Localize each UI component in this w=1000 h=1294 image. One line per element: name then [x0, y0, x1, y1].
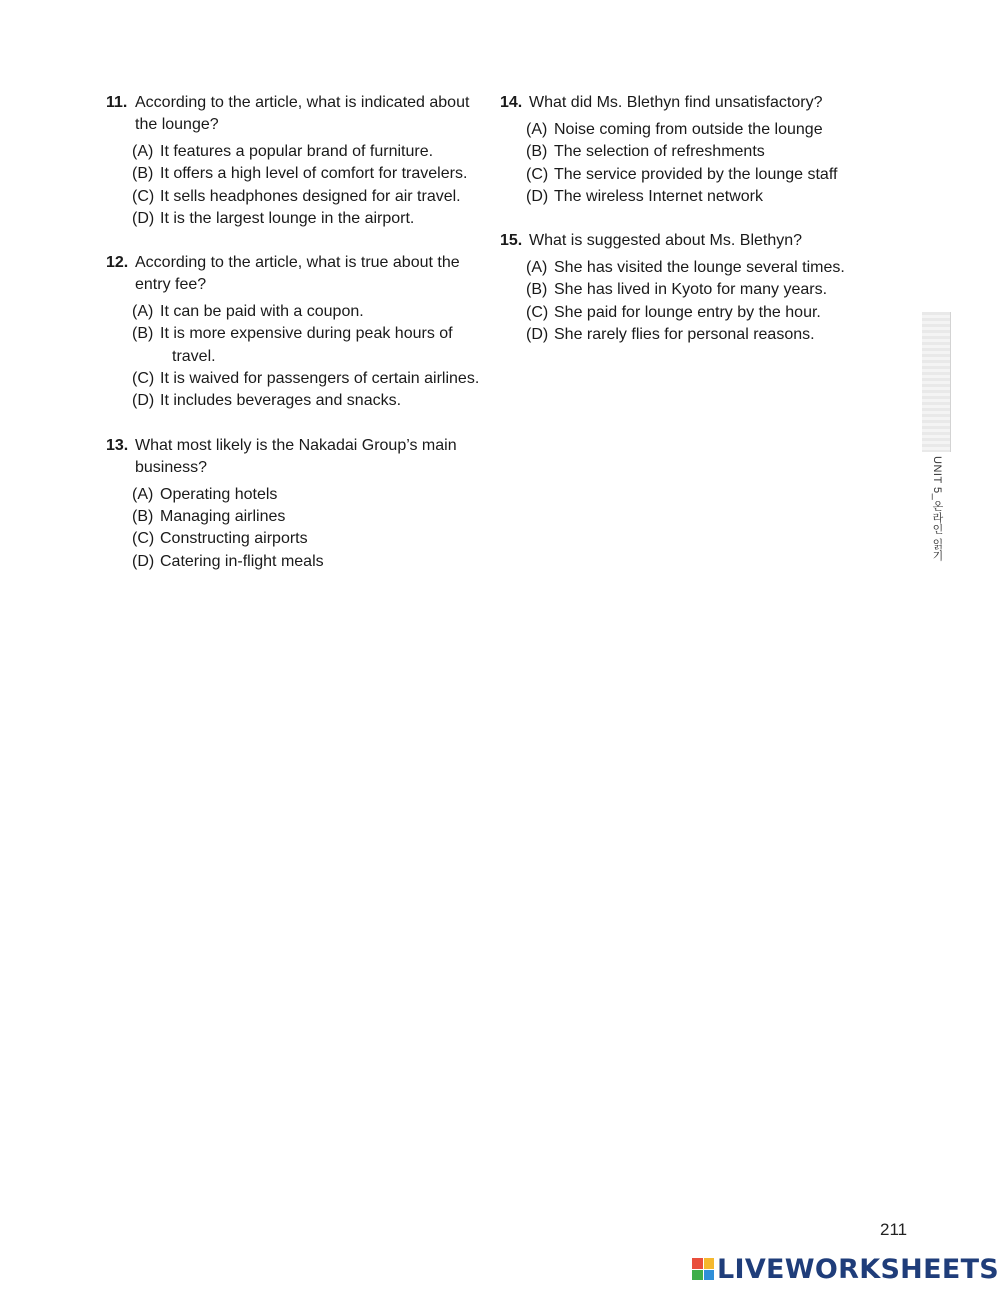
option-letter: (A)	[526, 121, 548, 138]
option-text: She has visited the lounge several times.	[554, 259, 845, 277]
option-letter: (C)	[132, 530, 155, 548]
question-number: 13.	[106, 436, 129, 454]
question-text: According to the article, what is indicated about the lounge?	[135, 94, 470, 133]
question-item	[500, 230, 880, 346]
right-question-column	[500, 92, 880, 368]
left-question-column	[106, 92, 486, 595]
option-text: The selection of refreshments	[554, 143, 765, 161]
option-letter: (D)	[132, 209, 155, 227]
option-text: Operating hotels	[160, 485, 278, 503]
answer-option[interactable]	[526, 257, 880, 279]
answer-option[interactable]	[526, 186, 880, 208]
option-letter: (A)	[132, 303, 154, 321]
option-letter: (B)	[132, 325, 154, 343]
option-text: It features a popular brand of furniture.	[160, 143, 434, 160]
side-unit-tab	[922, 312, 952, 562]
question-text: What is suggested about Ms. Blethyn?	[529, 232, 803, 250]
option-text: The service provided by the lounge staff	[554, 165, 838, 183]
option-letter: (A)	[132, 143, 154, 160]
answer-options	[106, 484, 486, 573]
answer-option[interactable]	[132, 506, 486, 528]
faded-stamp	[922, 312, 951, 452]
option-letter: (B)	[526, 281, 548, 299]
option-letter: (D)	[132, 552, 155, 570]
answer-option[interactable]	[526, 279, 880, 301]
option-letter: (D)	[132, 392, 155, 410]
brand-square-1	[692, 1258, 703, 1269]
answer-option[interactable]	[132, 208, 486, 230]
option-letter: (C)	[526, 165, 549, 183]
option-text: It includes beverages and snacks.	[160, 392, 402, 410]
option-letter: (C)	[132, 187, 155, 205]
question-stem	[500, 230, 880, 252]
option-text: It is more expensive during peak hours of travel.	[160, 325, 453, 365]
option-text: It sells headphones designed for air travel.	[160, 187, 461, 205]
question-text: What most likely is the Nakadai Group’s main business?	[135, 436, 457, 476]
liveworksheets-icon	[692, 1258, 714, 1280]
answer-option[interactable]	[526, 141, 880, 163]
option-letter: (A)	[132, 485, 154, 503]
answer-option[interactable]	[526, 324, 880, 346]
brand-square-4	[704, 1270, 715, 1281]
option-letter: (C)	[132, 370, 155, 388]
option-text: It is the largest lounge in the airport.	[160, 209, 415, 227]
answer-options	[106, 141, 486, 230]
question-item	[106, 252, 486, 412]
brand-text: LIVEWORKSHEETS	[717, 1253, 1000, 1285]
question-number: 15.	[500, 232, 523, 250]
option-letter: (B)	[132, 507, 154, 525]
option-letter: (B)	[132, 165, 154, 183]
question-number: 12.	[106, 254, 129, 272]
option-text: She paid for lounge entry by the hour.	[554, 303, 821, 321]
question-text: What did Ms. Blethyn find unsatisfactory?	[529, 94, 823, 111]
option-text: It can be paid with a coupon.	[160, 303, 364, 321]
option-text: Catering in-flight meals	[160, 552, 324, 570]
unit-label: UNIT 5_온라인 읽기	[931, 456, 943, 562]
answer-option[interactable]	[132, 484, 486, 506]
answer-option[interactable]	[132, 163, 486, 185]
question-number: 11.	[106, 94, 128, 111]
question-stem	[500, 92, 880, 114]
brand-square-2	[704, 1258, 715, 1269]
answer-option[interactable]	[132, 323, 486, 368]
answer-option[interactable]	[132, 551, 486, 573]
brand-square-3	[692, 1270, 703, 1281]
answer-option[interactable]	[132, 368, 486, 390]
option-letter: (C)	[526, 303, 549, 321]
answer-option[interactable]	[526, 119, 880, 141]
question-number: 14.	[500, 94, 523, 111]
answer-options	[106, 301, 486, 412]
option-text: The wireless Internet network	[554, 187, 763, 205]
option-letter: (D)	[526, 326, 549, 344]
page-number: 211	[880, 1220, 908, 1239]
answer-option[interactable]	[526, 164, 880, 186]
liveworksheets-logo[interactable]	[692, 1253, 999, 1285]
answer-option[interactable]	[132, 528, 486, 550]
question-stem	[106, 252, 486, 296]
question-stem	[106, 435, 486, 479]
option-text: Managing airlines	[160, 507, 286, 525]
question-item	[106, 435, 486, 573]
answer-options	[500, 119, 880, 208]
option-text: It offers a high level of comfort for travelers.	[160, 165, 468, 183]
option-letter: (B)	[526, 143, 548, 161]
option-text: She has lived in Kyoto for many years.	[554, 281, 828, 299]
answer-option[interactable]	[132, 186, 486, 208]
question-item	[106, 92, 486, 230]
question-item	[500, 92, 880, 208]
answer-option[interactable]	[526, 302, 880, 324]
option-text: It is waived for passengers of certain airlines.	[160, 370, 480, 388]
answer-option[interactable]	[132, 301, 486, 323]
option-text: Noise coming from outside the lounge	[554, 121, 823, 138]
option-text: Constructing airports	[160, 530, 308, 548]
answer-option[interactable]	[132, 390, 486, 412]
answer-options	[500, 257, 880, 346]
question-stem	[106, 92, 486, 136]
option-letter: (D)	[526, 187, 549, 205]
question-text: According to the article, what is true about the entry fee?	[135, 254, 460, 294]
option-letter: (A)	[526, 259, 548, 277]
answer-option[interactable]	[132, 141, 486, 163]
option-text: She rarely flies for personal reasons.	[554, 326, 815, 344]
